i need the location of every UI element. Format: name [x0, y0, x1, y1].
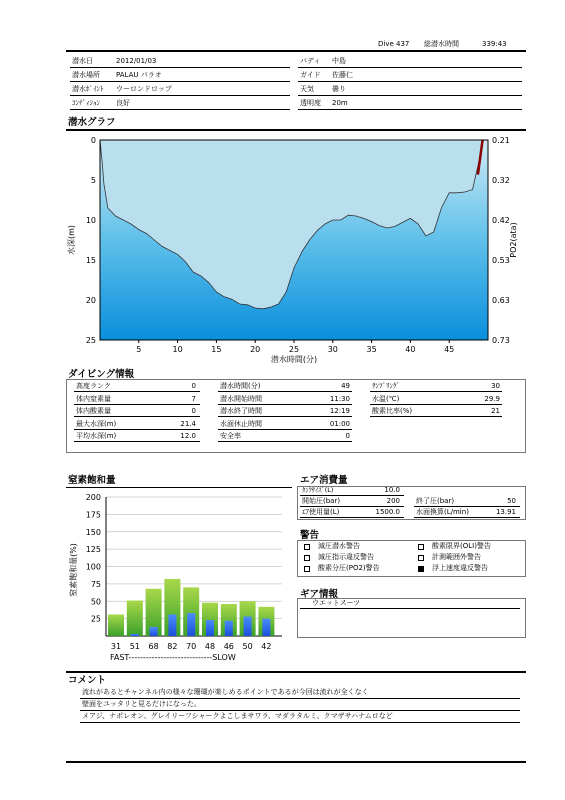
nitrogen-category-label: 70 [186, 642, 197, 651]
nitrogen-category-label: 51 [129, 642, 140, 651]
time-tick-label: 35 [366, 345, 377, 354]
nitrogen-category-label: 82 [167, 642, 178, 651]
warning-label: 浮上速度違反警告 [432, 564, 488, 572]
nitrogen-tick-label: 50 [90, 597, 101, 607]
dive-info-value: 30 [491, 382, 500, 390]
nitrogen-category-label: 31 [110, 642, 122, 651]
warnings-title: 警告 [300, 530, 320, 541]
po2-tick-label: 0.32 [492, 176, 510, 185]
nitrogen-category-label: 42 [261, 642, 272, 651]
dive-info-value: 7 [191, 394, 196, 403]
start-pressure-value: 200 [386, 497, 400, 505]
comment-line: メアジ、ナポレオン、グレイリーフシャークよこしまサワラ、マダラタルミ、クマザサハナムロなど [82, 712, 393, 720]
guide-value: 佐藤仁 [332, 71, 353, 79]
dive-info-label: 体内酸素量 [76, 407, 111, 415]
time-tick-label: 15 [211, 345, 222, 354]
weather-value: 曇り [332, 85, 346, 93]
surface-rate-value: 13.91 [495, 508, 516, 516]
dive-info-label: 潜水終了時間 [220, 407, 262, 415]
nitrogen-tick-label: 75 [90, 579, 101, 589]
time-axis-label: 潜水時間(分) [270, 355, 318, 364]
air-used-value: 1500.0 [375, 508, 400, 516]
nitrogen-tick-label: 150 [85, 527, 101, 537]
po2-axis-label: PO2(ata) [509, 222, 518, 258]
depth-tick-label: 15 [85, 256, 96, 265]
warning-label: 酸素分圧(PO2)警告 [318, 564, 380, 572]
depth-axis-label: 水深(m) [67, 224, 76, 256]
weather-label: 天気 [300, 85, 314, 93]
warning-checkbox [304, 555, 310, 561]
nitrogen-category-label: 46 [223, 642, 234, 651]
nitrogen-bar [127, 601, 143, 636]
condition-label: ｺﾝﾃﾞｨｼｮﾝ [72, 99, 100, 107]
dive-info-label: 潜水開始時間 [220, 394, 262, 403]
warning-checkbox [418, 566, 424, 572]
dive-info-label: 水面休止時間 [220, 419, 262, 428]
nitrogen-inner-bar [150, 627, 158, 636]
warning-label: 計測範囲外警告 [432, 553, 481, 561]
header-rule [66, 50, 526, 52]
dive-info-value: 21.4 [180, 419, 196, 428]
warning-checkbox [418, 555, 424, 561]
nitrogen-category-label: 48 [204, 642, 216, 651]
gear-title: ギア情報 [300, 589, 339, 600]
po2-tick-label: 0.21 [492, 136, 510, 145]
warning-label: 減圧指示違反警告 [318, 553, 374, 561]
po2-tick-label: 0.63 [492, 296, 510, 305]
dive-info-value: 49 [341, 382, 350, 390]
time-tick-label: 20 [250, 345, 261, 354]
nitrogen-inner-bar [187, 613, 195, 636]
po2-tick-label: 0.73 [492, 336, 510, 345]
dive-info-value: 0 [191, 407, 196, 415]
comment-line: 壁面をユッタリと見るだけになった。 [82, 700, 201, 708]
time-tick-label: 45 [444, 345, 455, 354]
warning-checkbox [304, 566, 310, 572]
po2-tick-label: 0.53 [492, 256, 510, 265]
time-tick-label: 40 [405, 345, 416, 354]
depth-tick-label: 20 [85, 296, 96, 305]
nitrogen-inner-bar [262, 619, 270, 636]
dive-info-value: 21 [491, 407, 500, 415]
visibility-label: 透明度 [300, 99, 321, 107]
nitrogen-inner-bar [168, 614, 176, 636]
nitrogen-tick-label: 125 [85, 545, 101, 555]
dive-info-value: 29.9 [484, 394, 500, 403]
nitrogen-inner-bar [244, 617, 252, 636]
depth-tick-label: 10 [85, 216, 96, 225]
warning-checkbox [418, 544, 424, 550]
comment-title: コメント [68, 675, 107, 686]
depth-tick-label: 5 [90, 176, 96, 185]
dive-info-value: 12:19 [329, 407, 350, 415]
dive-info-label: 最大水深(m) [76, 419, 117, 428]
nitrogen-inner-bar [131, 634, 139, 636]
nitrogen-tick-label: 25 [90, 614, 101, 624]
place-value: PALAU パラオ [116, 71, 162, 79]
dive-info-value: 11:30 [329, 394, 350, 403]
nitrogen-bar [108, 614, 124, 636]
air-title: エア消費量 [300, 475, 348, 486]
nitrogen-category-label: 50 [242, 642, 253, 651]
nitrogen-tick-label: 100 [85, 562, 101, 572]
end-pressure-value: 50 [507, 497, 516, 505]
nitrogen-category-label: 68 [148, 642, 159, 651]
end-pressure-label: 終了圧(bar) [416, 497, 455, 505]
dive-info-title: ダイビング情報 [68, 369, 135, 380]
dive-info-label: 平均水深(m) [76, 432, 117, 440]
date-value: 2012/01/03 [116, 57, 157, 65]
footer-rule [66, 761, 526, 763]
point-value: ウーロンドロップ [116, 85, 172, 93]
nitrogen-chart [62, 490, 292, 670]
dive-graph-title: 潜水グラフ [68, 117, 116, 128]
dive-info-value: 0 [191, 382, 196, 390]
warning-label: 減圧潜水警告 [318, 542, 360, 550]
buddy-label: バディ [300, 57, 321, 65]
dive-info-value: 0 [345, 432, 350, 440]
dive-info-label: ｻﾝﾌﾟﾘﾝｸﾞ [372, 382, 400, 390]
dive-graph [60, 132, 530, 368]
gear-text: ウエットスーツ [312, 599, 361, 607]
nitrogen-axis-label: 窒素飽和量(%) [69, 543, 78, 597]
tank-size-value: 10.0 [384, 486, 400, 494]
time-tick-label: 30 [327, 345, 338, 354]
guide-label: ガイド [300, 71, 321, 79]
total-time-value: 339:43 [482, 40, 507, 48]
start-pressure-label: 開始圧(bar) [302, 497, 341, 505]
surface-rate-label: 水面換算(L/min) [416, 508, 469, 516]
nitrogen-tick-label: 175 [85, 510, 101, 520]
dive-info-label: 水温(℃) [372, 394, 400, 403]
comment-line: 流れがあるとチャンネル内の様々な珊瑚が楽しめるポイントであるが今回は流れが全くなく [82, 688, 369, 696]
dive-number: Dive 437 [378, 40, 410, 48]
dive-info-value: 01:00 [329, 419, 350, 428]
total-time-label: 総潜水時間 [424, 40, 459, 48]
nitrogen-title: 窒素飽和量 [68, 475, 116, 486]
warning-label: 酸素限界(OLI)警告 [432, 542, 491, 550]
condition-value: 良好 [116, 99, 130, 107]
dive-info-label: 酸素比率(%) [372, 407, 413, 415]
dive-info-label: 安全率 [220, 432, 241, 440]
air-used-label: ｴｱ使用量(L) [302, 508, 340, 516]
tank-size-label: ﾀﾝｸｻｲｽﾞ(L) [302, 486, 334, 494]
visibility-value: 20m [332, 99, 348, 107]
dive-info-label: 体内窒素量 [76, 394, 111, 403]
time-tick-label: 5 [136, 345, 142, 354]
dive-info-value: 12.0 [180, 432, 196, 440]
dive-info-label: 高度ランク [76, 382, 111, 390]
buddy-value: 中島 [332, 57, 346, 65]
nitrogen-inner-bar [225, 621, 233, 636]
time-tick-label: 10 [172, 345, 183, 354]
dive-info-label: 潜水時間(分) [220, 382, 261, 390]
nitrogen-tick-label: 200 [85, 493, 101, 502]
nitrogen-inner-bar [206, 620, 214, 636]
po2-tick-label: 0.42 [492, 216, 510, 225]
place-label: 潜水場所 [72, 71, 100, 79]
depth-tick-label: 25 [85, 336, 96, 345]
warning-checkbox [304, 544, 310, 550]
time-tick-label: 25 [288, 345, 300, 354]
fast-slow-label: FAST-----------------------------SLOW [110, 653, 236, 662]
point-label: 潜水ﾎﾟｲﾝﾄ [72, 85, 104, 93]
depth-tick-label: 0 [90, 136, 96, 145]
date-label: 潜水日 [72, 57, 93, 65]
